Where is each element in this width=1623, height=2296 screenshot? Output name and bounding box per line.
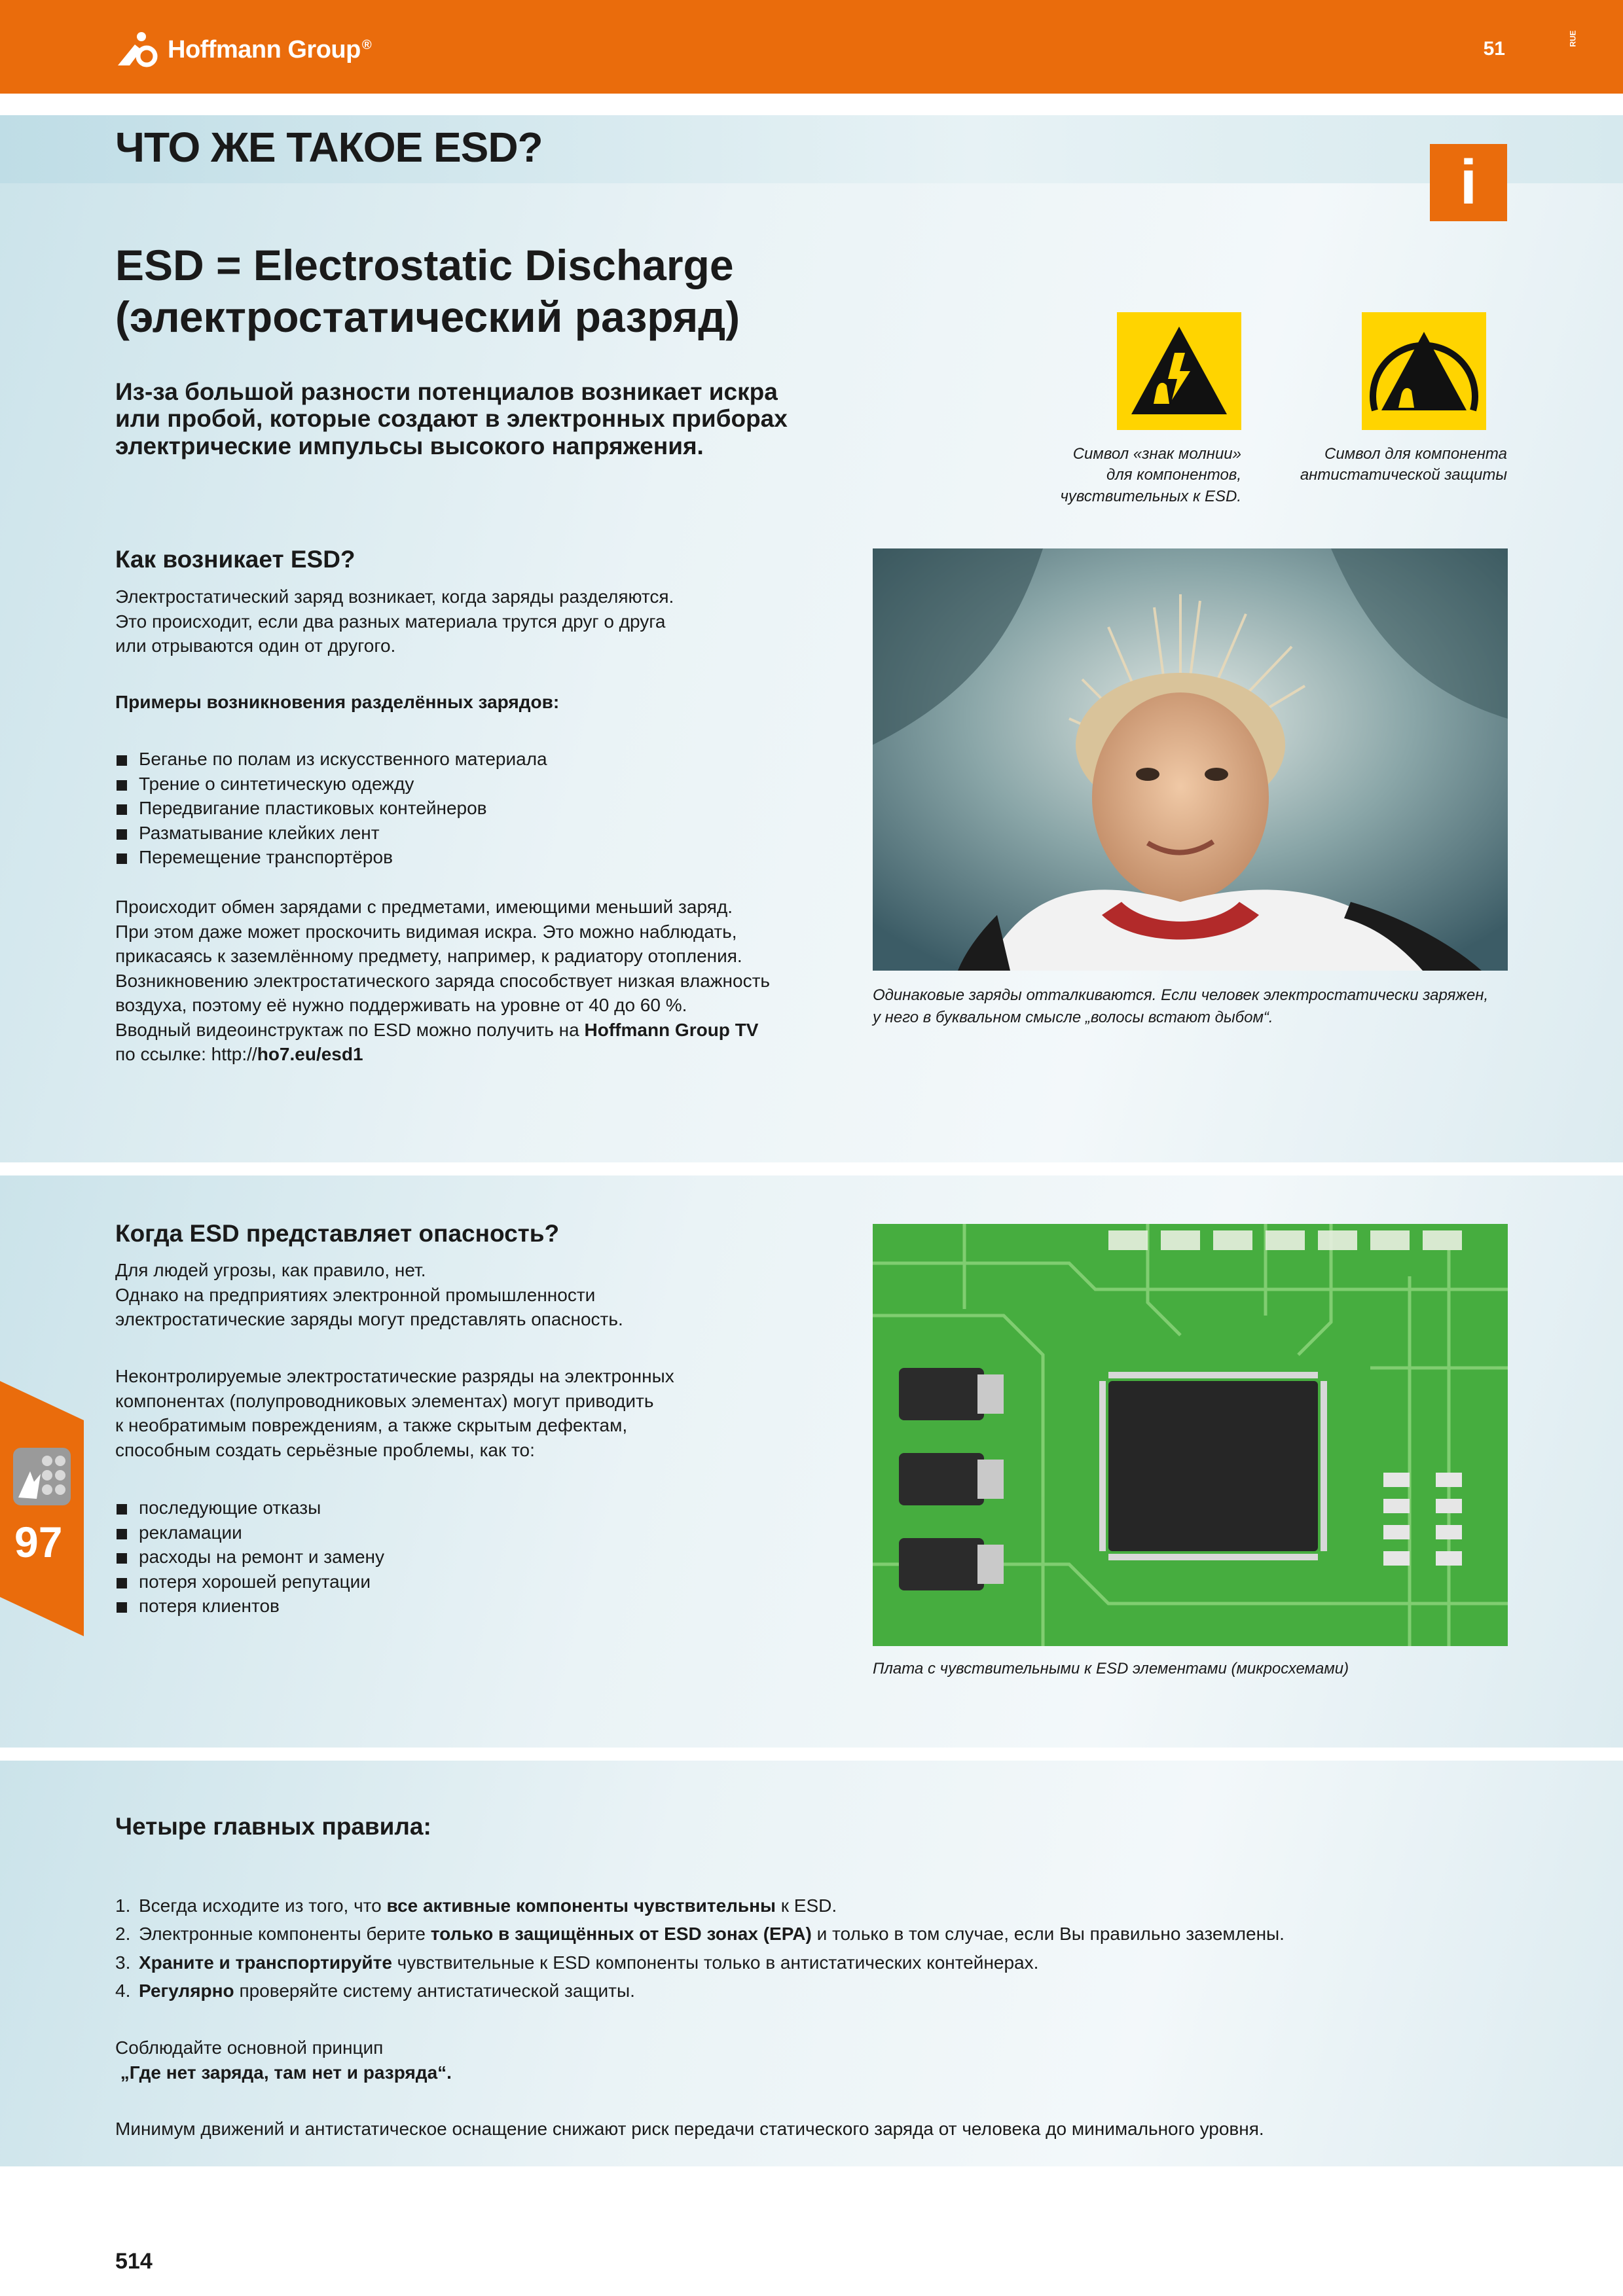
rule-emphasis: Регулярно xyxy=(139,1981,234,2001)
section-heading-how: Как возникает ESD? xyxy=(115,546,356,573)
text-line: электростатические заряды могут представлять опасность. xyxy=(115,1309,623,1330)
rule-item xyxy=(115,1920,1285,1948)
rule-number: 2. xyxy=(115,1924,131,1945)
section1-intro xyxy=(115,584,674,658)
catalog-page-number: 51 xyxy=(1483,38,1505,60)
principle-quote: „Где нет заряда, там нет и разряда“. xyxy=(115,2062,452,2083)
text-line: Происходит обмен зарядами с предметами, имеющими меньший заряд. xyxy=(115,897,733,917)
link-line xyxy=(115,1042,770,1067)
text-line: Соблюдайте основной принцип xyxy=(115,2037,384,2058)
text-line: способным создать серьёзные проблемы, как то: xyxy=(115,1439,535,1460)
trademark-mark: ® xyxy=(361,37,372,52)
list-item: потеря хорошей репутации xyxy=(115,1570,384,1594)
examples-heading: Примеры возникновения разделённых зарядов: xyxy=(115,692,560,712)
text-line: Электростатический заряд возникает, когда заряды разделяются. xyxy=(115,586,674,607)
text-line: или отрываются один от другого. xyxy=(115,636,396,656)
brand-logo xyxy=(115,30,372,69)
esd-chapter-icon xyxy=(10,1445,73,1508)
rule-emphasis: все активные компоненты чувствительны xyxy=(386,1895,776,1916)
consequences-list xyxy=(115,1496,384,1619)
lead-line: Из-за большой разности потенциалов возникает искра xyxy=(115,378,778,405)
child-static-hair-image xyxy=(873,548,1508,971)
circuit-board-image xyxy=(873,1224,1508,1646)
lead-paragraph xyxy=(115,378,848,459)
video-text: Вводный видеоинструктаж по ESD можно получить на xyxy=(115,1019,585,1040)
text-line: Однако на предприятиях электронной промышленности xyxy=(115,1284,596,1305)
symbol-caption-2 xyxy=(1270,444,1507,486)
esd-protective-symbol xyxy=(1362,312,1486,430)
text-line: к необратимым повреждениям, а также скрытым дефектам, xyxy=(115,1415,628,1436)
text-line: Возникновению электростатического заряда способствует низкая влажность xyxy=(115,970,770,991)
text-line: Для людей угрозы, как правило, нет. xyxy=(115,1260,426,1280)
rule-text: Электронные компоненты берите xyxy=(139,1924,431,1945)
rule-emphasis: только в защищённых от ESD зонах (EPA) xyxy=(430,1924,812,1945)
exchange-paragraph xyxy=(115,895,770,1067)
static-hair-photo xyxy=(873,548,1508,971)
list-item: рекламации xyxy=(115,1520,384,1545)
text-line: Это происходит, если два разных материала трутся друг о друга xyxy=(115,611,666,632)
link-prefix: по ссылке: http:// xyxy=(115,1044,257,1065)
brand-name: Hoffmann Group xyxy=(168,35,361,63)
esd-warning-triangle-icon xyxy=(1117,312,1241,430)
caption-line: антистатической защиты xyxy=(1300,466,1507,484)
rule-number: 1. xyxy=(115,1895,131,1916)
list-item: Передвигание пластиковых контейнеров xyxy=(115,796,547,821)
section2-intro xyxy=(115,1258,623,1332)
list-item: Разматывание клейких лент xyxy=(115,821,547,846)
examples-list xyxy=(115,747,547,870)
video-line xyxy=(115,1018,770,1043)
text-line: компонентах (полупроводниковых элементах) могут приводить xyxy=(115,1390,654,1411)
caption-line: Символ «знак молнии» xyxy=(1072,445,1241,463)
video-brand[interactable]: Hoffmann Group TV xyxy=(584,1019,759,1040)
lead-line: или пробой, которые создают в электронных приборах xyxy=(115,405,788,433)
list-item: последующие отказы xyxy=(115,1496,384,1520)
text-line: воздуха, поэтому её нужно поддерживать на уровне от 40 до 60 %. xyxy=(115,995,687,1016)
photo-caption xyxy=(873,984,1514,1028)
caption-line: у него в буквальном смысле „волосы встают дыбом“. xyxy=(873,1008,1273,1026)
section-heading-rules: Четыре главных правила: xyxy=(115,1813,431,1840)
rule-text: проверяйте систему антистатической защиты. xyxy=(234,1981,635,2001)
damage-paragraph xyxy=(115,1364,674,1462)
rule-text: Всегда исходите из того, что xyxy=(139,1895,387,1916)
chapter-tab[interactable] xyxy=(0,1381,84,1636)
caption-line: для компонентов, xyxy=(1106,466,1241,484)
text-line: Неконтролируемые электростатические разряды на электронных xyxy=(115,1366,674,1386)
section-heading-danger: Когда ESD представляет опасность? xyxy=(115,1220,560,1247)
rule-number: 4. xyxy=(115,1981,131,2001)
caption-line: Одинаковые заряды отталкиваются. Если человек электростатически заряжен, xyxy=(873,986,1489,1004)
rule-text: к ESD. xyxy=(775,1895,837,1916)
info-icon: i xyxy=(1430,144,1507,221)
list-item: Беганье по полам из искусственного материала xyxy=(115,747,547,772)
rule-emphasis: Храните и транспортируйте xyxy=(139,1952,392,1973)
lead-line: электрические импульсы высокого напряжения. xyxy=(115,432,704,459)
subtitle xyxy=(115,240,901,343)
caption-line: Символ для компонента xyxy=(1324,445,1507,463)
rule-item xyxy=(115,1948,1285,1977)
chapter-number: 97 xyxy=(14,1518,63,1566)
page-number: 514 xyxy=(115,2249,153,2274)
chapter-symbol-icon xyxy=(10,1445,73,1508)
rule-number: 3. xyxy=(115,1952,131,1973)
pcb-photo xyxy=(873,1224,1508,1646)
text-line: прикасаясь к заземлённому предмету, например, к радиатору отопления. xyxy=(115,946,742,967)
rules-list xyxy=(115,1892,1285,2005)
video-link[interactable]: ho7.eu/esd1 xyxy=(257,1044,363,1065)
chapter-tab-shape xyxy=(0,1381,84,1636)
language-code: RUE xyxy=(1568,30,1578,47)
symbol-caption-1 xyxy=(1021,444,1241,507)
rule-item xyxy=(115,1892,1285,1920)
closing-paragraph: Минимум движений и антистатическое оснащение снижают риск передачи статического заряда от человека до минимального уровня. xyxy=(115,2119,1264,2139)
text-line: При этом даже может проскочить видимая искра. Это можно наблюдать, xyxy=(115,921,737,942)
principle-block xyxy=(115,2036,452,2085)
rule-text: чувствительные к ESD компоненты только в антистатических контейнерах. xyxy=(392,1952,1039,1973)
subtitle-line: ESD = Electrostatic Discharge xyxy=(115,241,734,289)
list-item: расходы на ремонт и замену xyxy=(115,1545,384,1570)
esd-susceptible-symbol xyxy=(1117,312,1241,430)
esd-protection-arc-icon xyxy=(1362,312,1486,430)
caption-line: чувствительных к ESD. xyxy=(1060,487,1241,505)
list-item: Трение о синтетическую одежду xyxy=(115,772,547,797)
page-title: ЧТО ЖЕ ТАКОЕ ESD? xyxy=(115,124,543,171)
pcb-caption: Плата с чувствительными к ESD элементами (микросхемами) xyxy=(873,1660,1349,1677)
list-item: потеря клиентов xyxy=(115,1594,384,1619)
rule-text: и только в том случае, если Вы правильно заземлены. xyxy=(811,1924,1285,1945)
list-item: Перемещение транспортёров xyxy=(115,845,547,870)
rule-item xyxy=(115,1977,1285,2005)
hoffmann-logo-icon xyxy=(115,30,161,69)
subtitle-line: (электростатический разряд) xyxy=(115,293,740,342)
